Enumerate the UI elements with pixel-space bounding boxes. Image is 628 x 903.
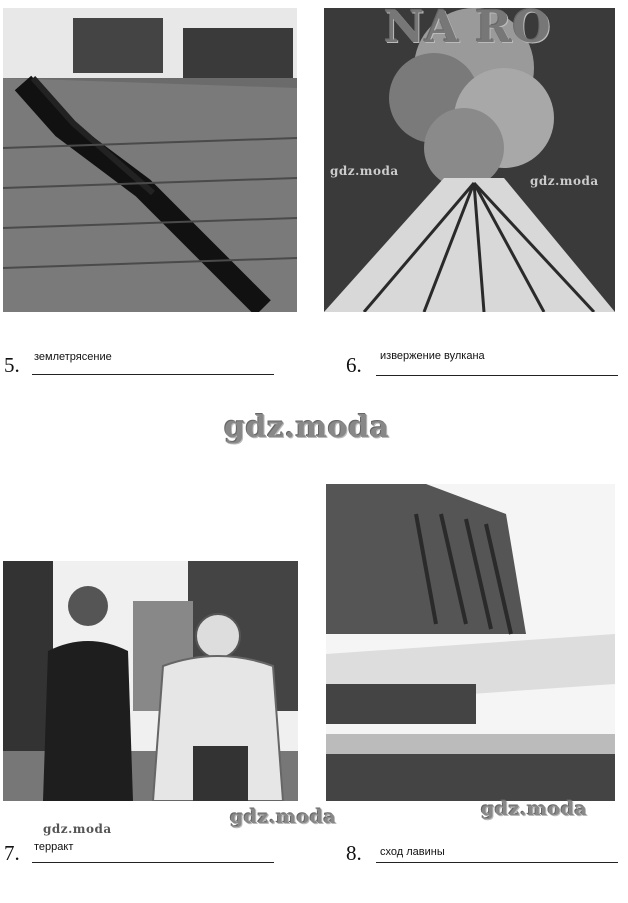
volcano-image <box>324 8 615 312</box>
answer-text: извержение вулкана <box>380 350 485 362</box>
item-number: 7. <box>4 841 20 865</box>
answer-text: землетрясение <box>34 351 112 363</box>
item-number: 6. <box>346 353 362 377</box>
earthquake-photo <box>3 8 297 312</box>
answer-line <box>32 374 274 375</box>
watermark: gdz.moda <box>43 822 112 836</box>
item-number: 5. <box>4 353 20 377</box>
answer-line <box>376 375 618 376</box>
watermark: gdz.moda <box>230 806 337 828</box>
answer-text: сход лавины <box>380 846 445 858</box>
answer-line <box>376 862 618 863</box>
answer-line <box>32 862 274 863</box>
avalanche-image <box>326 484 615 801</box>
photo-header-text: NA RO <box>384 8 552 53</box>
watermark: gdz.moda <box>530 174 599 188</box>
volcano-photo <box>324 8 615 312</box>
avalanche-photo <box>326 484 615 801</box>
terror-attack-image <box>3 561 298 801</box>
earthquake-image <box>3 8 297 312</box>
answer-text: терракт <box>34 841 74 853</box>
watermark: gdz.moda <box>330 164 399 178</box>
item-number: 8. <box>346 841 362 865</box>
watermark: gdz.moda <box>224 410 390 445</box>
watermark: gdz.moda <box>481 798 588 820</box>
terror-attack-photo <box>3 561 298 801</box>
